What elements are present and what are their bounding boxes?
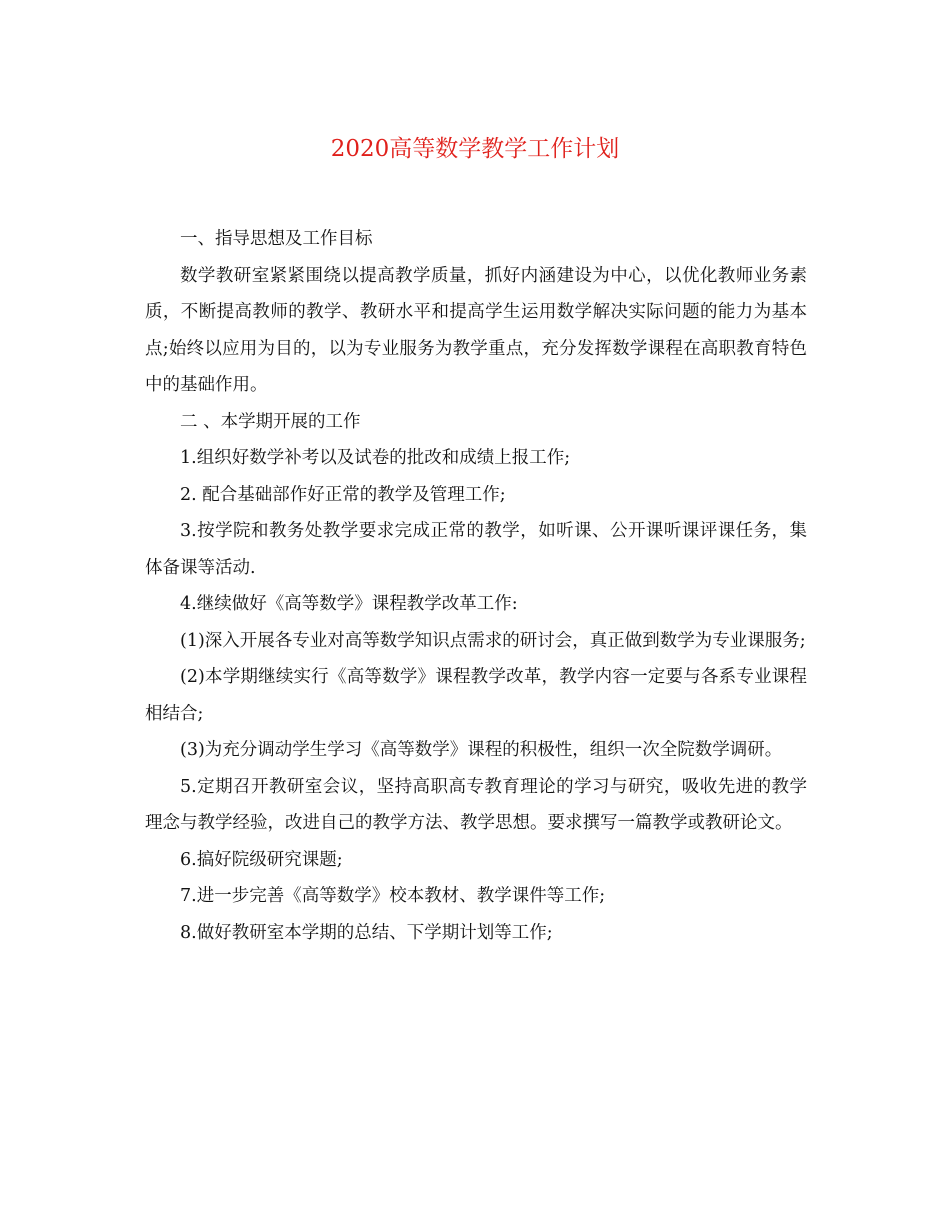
list-item-8: 8.做好教研室本学期的总结、下学期计划等工作; <box>180 922 553 943</box>
section-heading-1: 一、指导思想及工作目标 <box>180 229 373 249</box>
document-body <box>145 221 807 951</box>
sub-item-4-1: (1)深入开展各专业对高等数学知识点需求的研讨会，真正做到数学为专业课服务; <box>180 630 806 651</box>
list-item-5: 5.定期召开教研室会议，坚持高职高专教育理论的学习与研究，吸收先进的教学理念与教学经验，改进自己的教学方法、教学思想。要求撰写一篇教学或教研论文。 <box>145 776 807 833</box>
document-title: 2020高等数学教学工作计划 <box>330 136 620 162</box>
list-item-1: 1.组织好数学补考以及试卷的批改和成绩上报工作; <box>180 448 571 468</box>
section-heading-2: 二 、本学期开展的工作 <box>180 411 361 432</box>
list-item-6: 6.搞好院级研究课题; <box>180 849 343 870</box>
list-item-4: 4.继续做好《高等数学》课程教学改革工作: <box>180 594 518 614</box>
list-item-2: 2. 配合基础部作好正常的教学及管理工作; <box>180 484 506 505</box>
list-item-7: 7.进一步完善《高等数学》校本教材、教学课件等工作; <box>180 886 606 906</box>
list-item-3: 3.按学院和教务处教学要求完成正常的教学，如听课、公开课听课评课任务，集体备课等活动. <box>145 521 807 578</box>
sub-item-4-2: (2)本学期继续实行《高等数学》课程教学改革，教学内容一定要与各系专业课程相结合; <box>145 667 807 724</box>
sub-item-4-3: (3)为充分调动学生学习《高等数学》课程的积极性，组织一次全院数学调研。 <box>180 740 783 760</box>
paragraph-guiding-ideas: 数学教研室紧紧围绕以提高教学质量，抓好内涵建设为中心，以优化教师业务素质，不断提高教师的教学、教研水平和提高学生运用数学解决实际问题的能力为基本点;始终以应用为目的，以为专业服务为教学重点，充分发挥数学课程在高职教育特色中的基础作用。 <box>145 265 807 395</box>
